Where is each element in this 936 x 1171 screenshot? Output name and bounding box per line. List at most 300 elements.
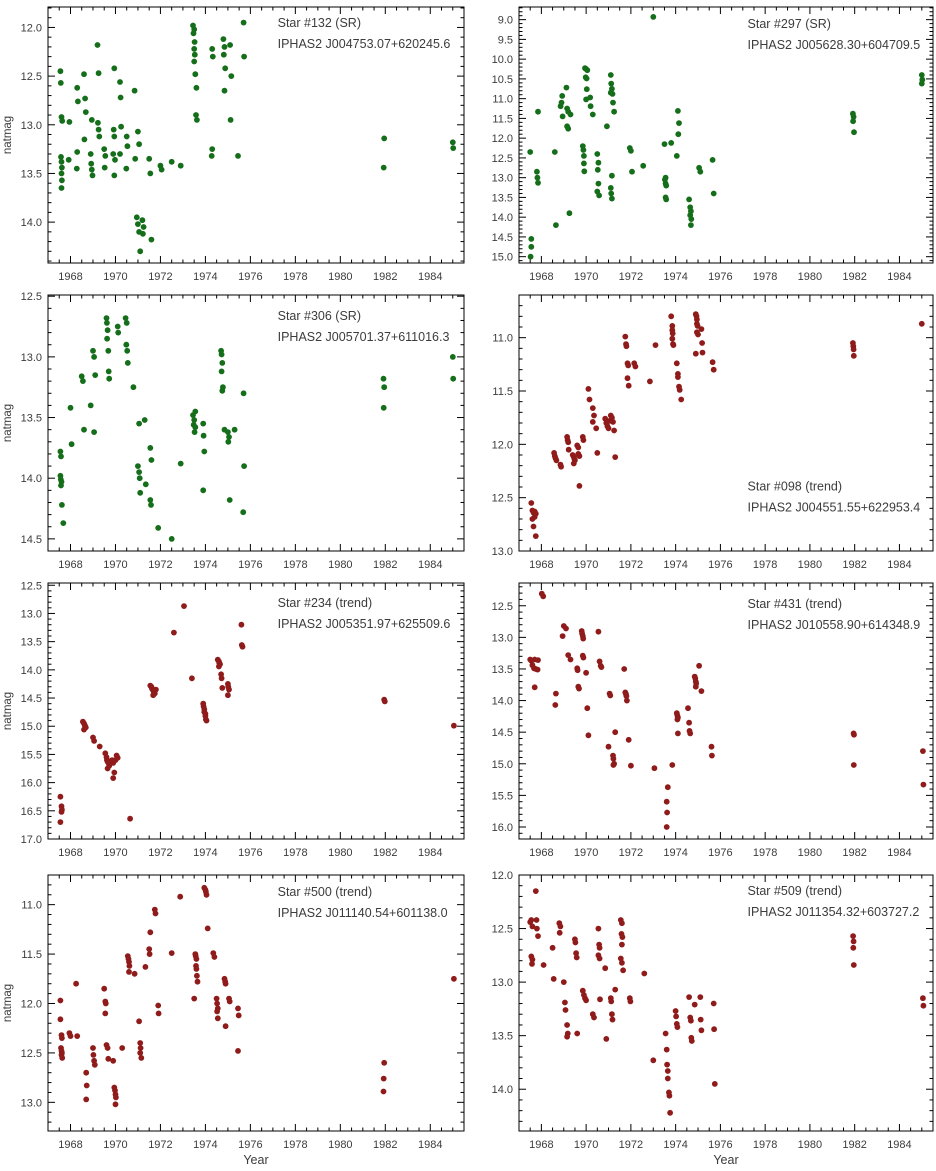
data-point bbox=[451, 976, 457, 982]
data-point bbox=[590, 419, 596, 425]
star-098-chart bbox=[483, 288, 936, 576]
svg-text:1978: 1978 bbox=[283, 271, 308, 283]
svg-text:10.5: 10.5 bbox=[491, 73, 513, 86]
data-point bbox=[700, 350, 706, 356]
data-point bbox=[105, 766, 111, 772]
data-point bbox=[665, 784, 671, 790]
svg-text:12.5: 12.5 bbox=[491, 152, 513, 165]
data-point bbox=[178, 461, 184, 467]
data-point bbox=[612, 729, 618, 735]
data-point bbox=[604, 123, 610, 129]
data-point bbox=[611, 109, 617, 115]
data-point bbox=[608, 191, 614, 197]
data-point bbox=[226, 687, 232, 693]
data-point bbox=[534, 917, 540, 923]
data-point bbox=[91, 429, 97, 435]
data-point bbox=[573, 940, 579, 946]
data-point bbox=[528, 254, 534, 260]
x-tick-labels bbox=[58, 847, 442, 859]
data-point bbox=[118, 124, 124, 130]
data-point bbox=[610, 91, 616, 97]
star-306-chart bbox=[0, 288, 483, 576]
data-point bbox=[663, 1031, 669, 1037]
data-point bbox=[699, 1027, 705, 1033]
svg-text:15.0: 15.0 bbox=[491, 251, 513, 264]
data-point bbox=[665, 1076, 671, 1082]
data-point bbox=[628, 763, 634, 769]
data-point bbox=[677, 387, 683, 393]
data-point bbox=[650, 14, 656, 20]
data-point bbox=[219, 685, 225, 691]
data-point bbox=[88, 403, 94, 409]
data-point bbox=[131, 384, 137, 390]
x-axis-label: Year bbox=[243, 1153, 269, 1167]
svg-text:14.0: 14.0 bbox=[20, 217, 42, 230]
data-point bbox=[192, 429, 198, 435]
svg-text:1968: 1968 bbox=[58, 559, 83, 571]
data-point bbox=[153, 911, 159, 917]
data-point bbox=[210, 54, 216, 60]
data-point bbox=[608, 185, 614, 191]
svg-text:13.0: 13.0 bbox=[491, 977, 513, 990]
data-point bbox=[602, 965, 608, 971]
data-point bbox=[159, 167, 165, 173]
data-point bbox=[921, 1003, 927, 1009]
data-point bbox=[580, 636, 586, 642]
data-point bbox=[558, 464, 564, 470]
data-point bbox=[137, 475, 143, 481]
data-point bbox=[450, 145, 456, 151]
data-point bbox=[562, 1000, 568, 1006]
data-point bbox=[142, 417, 148, 423]
svg-text:1984: 1984 bbox=[418, 559, 443, 571]
data-point bbox=[58, 483, 64, 489]
panel-subtitle: IPHAS2 J011140.54+601138.0 bbox=[277, 906, 448, 921]
svg-text:1984: 1984 bbox=[418, 271, 443, 283]
svg-text:12.0: 12.0 bbox=[491, 439, 513, 452]
data-point bbox=[699, 688, 705, 694]
svg-text:13.0: 13.0 bbox=[20, 1097, 42, 1110]
data-point bbox=[620, 967, 626, 973]
data-point bbox=[675, 1024, 681, 1030]
data-point bbox=[851, 962, 857, 968]
star-132-chart bbox=[0, 0, 483, 288]
data-point bbox=[664, 824, 670, 830]
data-point bbox=[221, 52, 227, 58]
data-point bbox=[59, 185, 65, 191]
svg-text:1982: 1982 bbox=[842, 559, 867, 571]
panel-annotation bbox=[278, 16, 451, 51]
data-point bbox=[851, 129, 857, 135]
data-point bbox=[565, 439, 571, 445]
data-point bbox=[103, 1001, 109, 1007]
data-point bbox=[205, 926, 211, 932]
data-point bbox=[528, 917, 534, 923]
svg-text:1972: 1972 bbox=[148, 271, 173, 283]
data-point bbox=[608, 72, 614, 78]
data-point bbox=[381, 1089, 387, 1095]
data-point bbox=[591, 1015, 597, 1021]
data-point bbox=[640, 163, 646, 169]
panel-annotation bbox=[278, 309, 450, 344]
data-point bbox=[450, 354, 456, 360]
data-point bbox=[137, 1040, 143, 1046]
data-point bbox=[241, 390, 247, 396]
data-point bbox=[212, 954, 218, 960]
svg-text:1968: 1968 bbox=[58, 1139, 83, 1151]
svg-text:14.5: 14.5 bbox=[491, 727, 513, 740]
data-point bbox=[565, 126, 571, 132]
data-point bbox=[119, 1045, 125, 1051]
data-point bbox=[670, 331, 676, 337]
data-point bbox=[583, 997, 589, 1003]
data-point bbox=[169, 159, 175, 165]
panel-star-306 bbox=[0, 288, 483, 576]
data-point bbox=[535, 180, 541, 186]
panel-title: Star #431 (trend) bbox=[747, 597, 843, 612]
data-point bbox=[200, 421, 206, 427]
data-point bbox=[609, 1011, 615, 1017]
data-point bbox=[82, 137, 88, 143]
svg-text:1980: 1980 bbox=[797, 559, 823, 571]
data-point bbox=[581, 153, 587, 159]
data-point bbox=[140, 217, 146, 223]
data-point bbox=[143, 481, 149, 487]
data-point bbox=[688, 1018, 694, 1024]
data-point bbox=[240, 509, 246, 515]
svg-text:1978: 1978 bbox=[752, 559, 778, 571]
svg-text:1976: 1976 bbox=[708, 1139, 733, 1151]
data-point bbox=[102, 153, 108, 159]
data-point bbox=[191, 996, 197, 1002]
svg-text:9.0: 9.0 bbox=[497, 14, 513, 27]
data-point bbox=[58, 998, 64, 1004]
data-point bbox=[381, 376, 387, 382]
svg-text:1970: 1970 bbox=[103, 1139, 128, 1151]
data-point bbox=[192, 409, 198, 415]
data-point bbox=[222, 88, 228, 94]
svg-text:15.0: 15.0 bbox=[20, 721, 42, 734]
data-point bbox=[58, 1016, 64, 1022]
data-point bbox=[59, 159, 65, 165]
panel-annotation bbox=[278, 596, 451, 631]
y-tick-labels bbox=[492, 870, 513, 1096]
svg-text:13.0: 13.0 bbox=[20, 351, 42, 364]
data-point bbox=[225, 429, 231, 435]
data-point bbox=[551, 976, 557, 982]
data-point bbox=[533, 888, 539, 894]
data-point bbox=[69, 441, 75, 447]
svg-text:1972: 1972 bbox=[618, 559, 644, 571]
svg-text:1982: 1982 bbox=[842, 847, 867, 859]
data-point bbox=[191, 27, 197, 33]
data-points bbox=[58, 20, 457, 255]
data-point bbox=[850, 945, 856, 951]
data-point bbox=[584, 705, 590, 711]
svg-text:16.0: 16.0 bbox=[20, 777, 42, 790]
svg-text:1968: 1968 bbox=[529, 271, 554, 283]
data-point bbox=[693, 684, 699, 690]
svg-text:1972: 1972 bbox=[618, 847, 644, 859]
data-point bbox=[123, 166, 129, 172]
data-point bbox=[653, 342, 659, 348]
panel-star-509 bbox=[483, 868, 936, 1171]
svg-text:14.0: 14.0 bbox=[491, 695, 513, 708]
data-point bbox=[74, 149, 80, 155]
data-point bbox=[665, 1068, 671, 1074]
data-point bbox=[148, 502, 154, 508]
data-point bbox=[622, 334, 628, 340]
data-point bbox=[709, 753, 715, 759]
star-431-chart bbox=[483, 576, 936, 868]
data-point bbox=[58, 80, 64, 86]
data-point bbox=[240, 644, 246, 650]
data-point bbox=[126, 963, 132, 969]
data-point bbox=[195, 979, 201, 985]
data-point bbox=[567, 210, 573, 216]
star-234-chart bbox=[0, 576, 483, 868]
data-point bbox=[625, 375, 631, 381]
data-point bbox=[663, 197, 669, 203]
data-point bbox=[695, 332, 701, 338]
data-point bbox=[381, 1076, 387, 1082]
svg-text:12.5: 12.5 bbox=[20, 71, 42, 84]
data-point bbox=[113, 1095, 119, 1101]
svg-text:1978: 1978 bbox=[283, 559, 308, 571]
data-point bbox=[194, 973, 200, 979]
data-point bbox=[599, 664, 605, 670]
data-point bbox=[693, 351, 699, 357]
data-point bbox=[192, 424, 198, 430]
data-point bbox=[222, 44, 228, 50]
data-point bbox=[192, 52, 198, 58]
data-point bbox=[95, 42, 101, 48]
data-point bbox=[219, 388, 225, 394]
data-point bbox=[607, 693, 613, 699]
data-point bbox=[586, 732, 592, 738]
data-point bbox=[58, 794, 64, 800]
data-point bbox=[662, 141, 668, 147]
data-point bbox=[222, 65, 228, 71]
data-point bbox=[919, 81, 925, 87]
svg-text:1974: 1974 bbox=[663, 559, 688, 571]
data-point bbox=[227, 42, 233, 48]
data-point bbox=[241, 54, 247, 60]
data-point bbox=[143, 964, 149, 970]
data-point bbox=[686, 720, 692, 726]
data-point bbox=[191, 59, 197, 65]
data-point bbox=[81, 727, 87, 733]
data-point bbox=[563, 1007, 569, 1013]
data-point bbox=[214, 996, 220, 1002]
svg-text:14.0: 14.0 bbox=[20, 473, 42, 486]
data-point bbox=[535, 667, 541, 673]
data-point bbox=[58, 819, 64, 825]
data-point bbox=[200, 487, 206, 493]
data-point bbox=[851, 939, 857, 945]
y-axis-label: natmag bbox=[2, 983, 14, 1023]
panel-star-500 bbox=[0, 868, 483, 1171]
data-point bbox=[111, 127, 117, 133]
data-points bbox=[527, 888, 926, 1115]
data-point bbox=[851, 732, 857, 738]
data-point bbox=[194, 117, 200, 123]
data-point bbox=[528, 244, 534, 250]
panel-title: Star #509 (trend) bbox=[747, 883, 843, 898]
svg-text:17.0: 17.0 bbox=[20, 834, 42, 846]
data-point bbox=[568, 657, 574, 663]
data-point bbox=[697, 169, 703, 175]
data-point bbox=[581, 147, 587, 153]
svg-text:16.5: 16.5 bbox=[20, 805, 42, 818]
data-point bbox=[132, 88, 138, 94]
data-point bbox=[136, 141, 142, 147]
data-point bbox=[146, 156, 152, 162]
svg-text:1968: 1968 bbox=[529, 559, 554, 571]
data-point bbox=[89, 167, 95, 173]
data-point bbox=[381, 384, 387, 390]
data-point bbox=[626, 737, 632, 743]
data-point bbox=[712, 1081, 718, 1087]
svg-text:1972: 1972 bbox=[148, 559, 173, 571]
svg-text:1984: 1984 bbox=[887, 271, 912, 283]
data-point bbox=[105, 1045, 111, 1051]
data-point bbox=[90, 1045, 96, 1051]
data-point bbox=[201, 449, 207, 455]
panel-annotation bbox=[748, 884, 920, 919]
svg-text:1980: 1980 bbox=[797, 271, 823, 283]
panel-annotation bbox=[748, 479, 921, 514]
data-point bbox=[194, 956, 200, 962]
data-point bbox=[84, 1083, 90, 1089]
data-point bbox=[155, 1003, 161, 1009]
data-point bbox=[136, 421, 142, 427]
data-point bbox=[620, 934, 626, 940]
data-point bbox=[664, 1062, 670, 1068]
data-point bbox=[135, 129, 141, 135]
data-point bbox=[664, 810, 670, 816]
svg-text:1984: 1984 bbox=[887, 559, 912, 571]
data-point bbox=[689, 1038, 695, 1044]
data-point bbox=[132, 971, 138, 977]
y-tick-labels bbox=[21, 291, 42, 546]
svg-text:1974: 1974 bbox=[193, 1139, 218, 1151]
data-point bbox=[624, 698, 630, 704]
data-point bbox=[83, 1097, 89, 1103]
data-point bbox=[692, 1002, 698, 1008]
panel-title: Star #306 (SR) bbox=[277, 309, 362, 324]
svg-text:1974: 1974 bbox=[193, 559, 218, 571]
star-500-chart bbox=[0, 868, 483, 1171]
data-point bbox=[711, 1001, 717, 1007]
data-point bbox=[709, 744, 715, 750]
svg-text:1980: 1980 bbox=[797, 847, 823, 859]
svg-text:1974: 1974 bbox=[193, 271, 218, 283]
data-point bbox=[558, 924, 564, 930]
data-point bbox=[147, 929, 153, 935]
data-point bbox=[851, 347, 857, 353]
x-axis-label: Year bbox=[713, 1153, 739, 1167]
data-point bbox=[105, 327, 111, 333]
svg-text:12.5: 12.5 bbox=[20, 1047, 42, 1060]
data-point bbox=[209, 153, 215, 159]
data-point bbox=[610, 100, 616, 106]
svg-text:14.0: 14.0 bbox=[20, 664, 42, 677]
data-point bbox=[117, 79, 123, 85]
data-point bbox=[919, 321, 925, 327]
data-point bbox=[83, 109, 89, 115]
data-point bbox=[96, 127, 102, 133]
data-point bbox=[82, 96, 88, 102]
data-point bbox=[149, 457, 155, 463]
data-point bbox=[575, 445, 581, 451]
data-point bbox=[83, 1070, 89, 1076]
data-point bbox=[227, 497, 233, 503]
panel-title: Star #098 (trend) bbox=[747, 479, 843, 494]
data-point bbox=[596, 160, 602, 166]
svg-text:1980: 1980 bbox=[328, 847, 353, 859]
data-point bbox=[851, 353, 857, 359]
data-point bbox=[673, 1014, 679, 1020]
data-point bbox=[81, 427, 87, 433]
data-point bbox=[664, 799, 670, 805]
panel-title: Star #132 (SR) bbox=[277, 15, 362, 30]
data-point bbox=[710, 359, 716, 365]
svg-text:1978: 1978 bbox=[283, 847, 308, 859]
data-point bbox=[104, 336, 110, 342]
data-point bbox=[574, 955, 580, 961]
star-509-chart bbox=[483, 868, 936, 1171]
data-point bbox=[381, 405, 387, 411]
data-point bbox=[624, 343, 630, 349]
data-point bbox=[921, 782, 927, 788]
data-point bbox=[533, 511, 539, 517]
data-point bbox=[850, 933, 856, 939]
data-point bbox=[597, 956, 603, 962]
svg-text:1970: 1970 bbox=[573, 1139, 599, 1151]
data-point bbox=[564, 1034, 570, 1040]
data-point bbox=[241, 20, 247, 26]
panel-star-297 bbox=[483, 0, 936, 288]
data-point bbox=[132, 156, 138, 162]
svg-text:12.0: 12.0 bbox=[491, 870, 513, 882]
data-point bbox=[552, 702, 558, 708]
data-point bbox=[612, 987, 618, 993]
svg-text:1972: 1972 bbox=[148, 847, 173, 859]
data-point bbox=[664, 1047, 670, 1053]
svg-text:12.0: 12.0 bbox=[20, 22, 42, 35]
data-point bbox=[111, 65, 117, 71]
data-point bbox=[214, 1009, 220, 1015]
data-point bbox=[534, 926, 540, 932]
data-point bbox=[541, 962, 547, 968]
svg-text:1972: 1972 bbox=[618, 271, 644, 283]
data-point bbox=[235, 1006, 241, 1012]
data-point bbox=[80, 378, 86, 384]
svg-text:15.5: 15.5 bbox=[491, 790, 513, 803]
data-point bbox=[529, 961, 535, 967]
svg-text:13.0: 13.0 bbox=[20, 608, 42, 621]
data-point bbox=[189, 675, 195, 681]
data-point bbox=[228, 73, 234, 79]
svg-text:1968: 1968 bbox=[529, 847, 554, 859]
data-point bbox=[674, 360, 680, 366]
data-point bbox=[60, 520, 66, 526]
svg-text:1984: 1984 bbox=[887, 847, 912, 859]
svg-text:13.0: 13.0 bbox=[491, 546, 513, 558]
data-point bbox=[88, 161, 94, 167]
data-point bbox=[225, 439, 231, 445]
